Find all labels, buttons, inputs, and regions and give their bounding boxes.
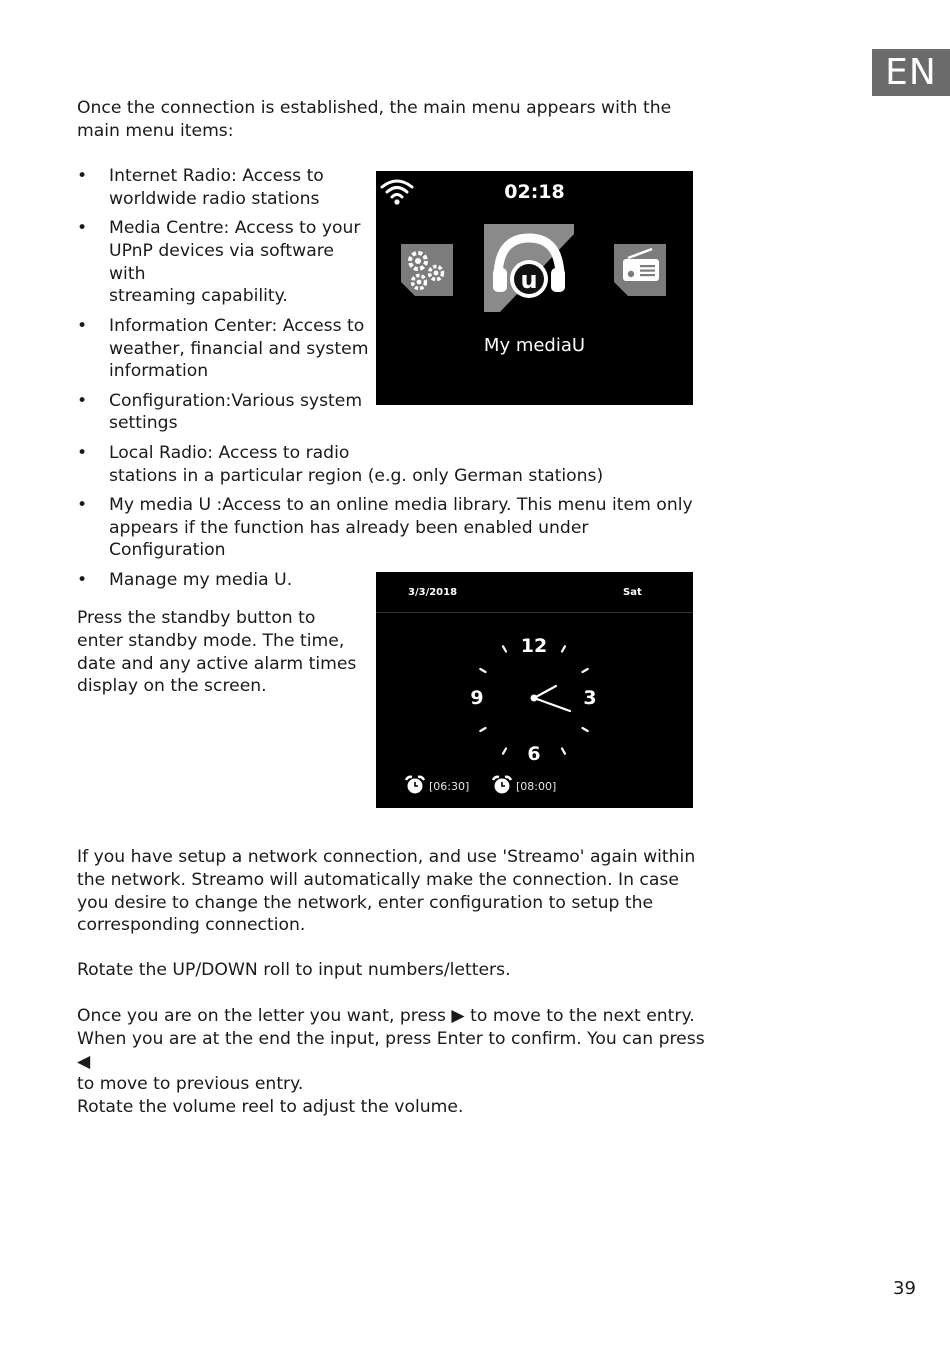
settings-gears-icon	[401, 244, 453, 296]
standby-day: Sat	[623, 587, 642, 598]
intro-paragraph: Once the connection is established, the main menu appears with the main menu items:	[77, 98, 672, 141]
rotate-paragraph: Rotate the UP/DOWN roll to input numbers/letters.	[77, 960, 511, 980]
alarm-time-2: [08:00]	[516, 780, 557, 793]
list-item: • Local Radio: Access to radio stations in a particular region (e.g. only German stations)	[77, 442, 697, 488]
standby-screenshot	[376, 572, 693, 808]
minute-hand	[534, 698, 570, 711]
clock-numeral-12: 12	[520, 635, 548, 657]
selected-menu-label: My mediaU	[483, 335, 586, 356]
volume-paragraph: Rotate the volume reel to adjust the volume.	[77, 1097, 464, 1117]
list-item: • Information Center: Access to weather, financial and system information	[77, 315, 369, 383]
radio-icon	[614, 244, 666, 296]
alarm-clock-icon	[491, 775, 513, 795]
list-item: • Configuration:Various system settings	[77, 390, 369, 436]
standby-paragraph: Press the standby button to enter standby mode. The time, date and any active alarm times display on the screen.	[77, 608, 357, 697]
hour-hand	[534, 686, 556, 698]
clock-numeral-6: 6	[527, 743, 541, 765]
page-number: 39	[893, 1278, 916, 1299]
main-menu-screenshot	[376, 171, 693, 405]
list-item: • My media U :Access to an online media library. This menu item only appears if the function has already been enabled under Configuration	[77, 494, 697, 562]
analog-clock	[454, 620, 614, 780]
standby-date: 3/3/2018	[408, 587, 458, 598]
header-divider	[376, 612, 693, 613]
alarm-time-1: [06:30]	[429, 780, 470, 793]
alarm-clock-icon	[404, 775, 426, 795]
list-item: • Internet Radio: Access to worldwide radio stations	[77, 165, 369, 211]
mediau-badge-letter: u	[520, 266, 538, 294]
letter-entry-paragraph: Once you are on the letter you want, press ▶ to move to the next entry. When you are at the end the input, press Enter to confirm. You can press ◀ to move to previous entry.	[77, 1006, 705, 1095]
language-tab: EN	[872, 49, 950, 96]
headphones-mediau-icon	[484, 224, 574, 312]
clock-numeral-3: 3	[583, 687, 597, 709]
list-item: • Media Centre: Access to your UPnP devices via software with streaming capability.	[77, 217, 369, 308]
clock-time: 02:18	[504, 181, 565, 203]
network-paragraph: If you have setup a network connection, and use 'Streamo' again within the network. Streamo will automatically make the connection. In case you desire to change the network, enter configuration to setup the corresponding connection.	[77, 847, 696, 936]
clock-numeral-9: 9	[470, 687, 484, 709]
list-item: • Manage my media U.	[77, 569, 697, 592]
